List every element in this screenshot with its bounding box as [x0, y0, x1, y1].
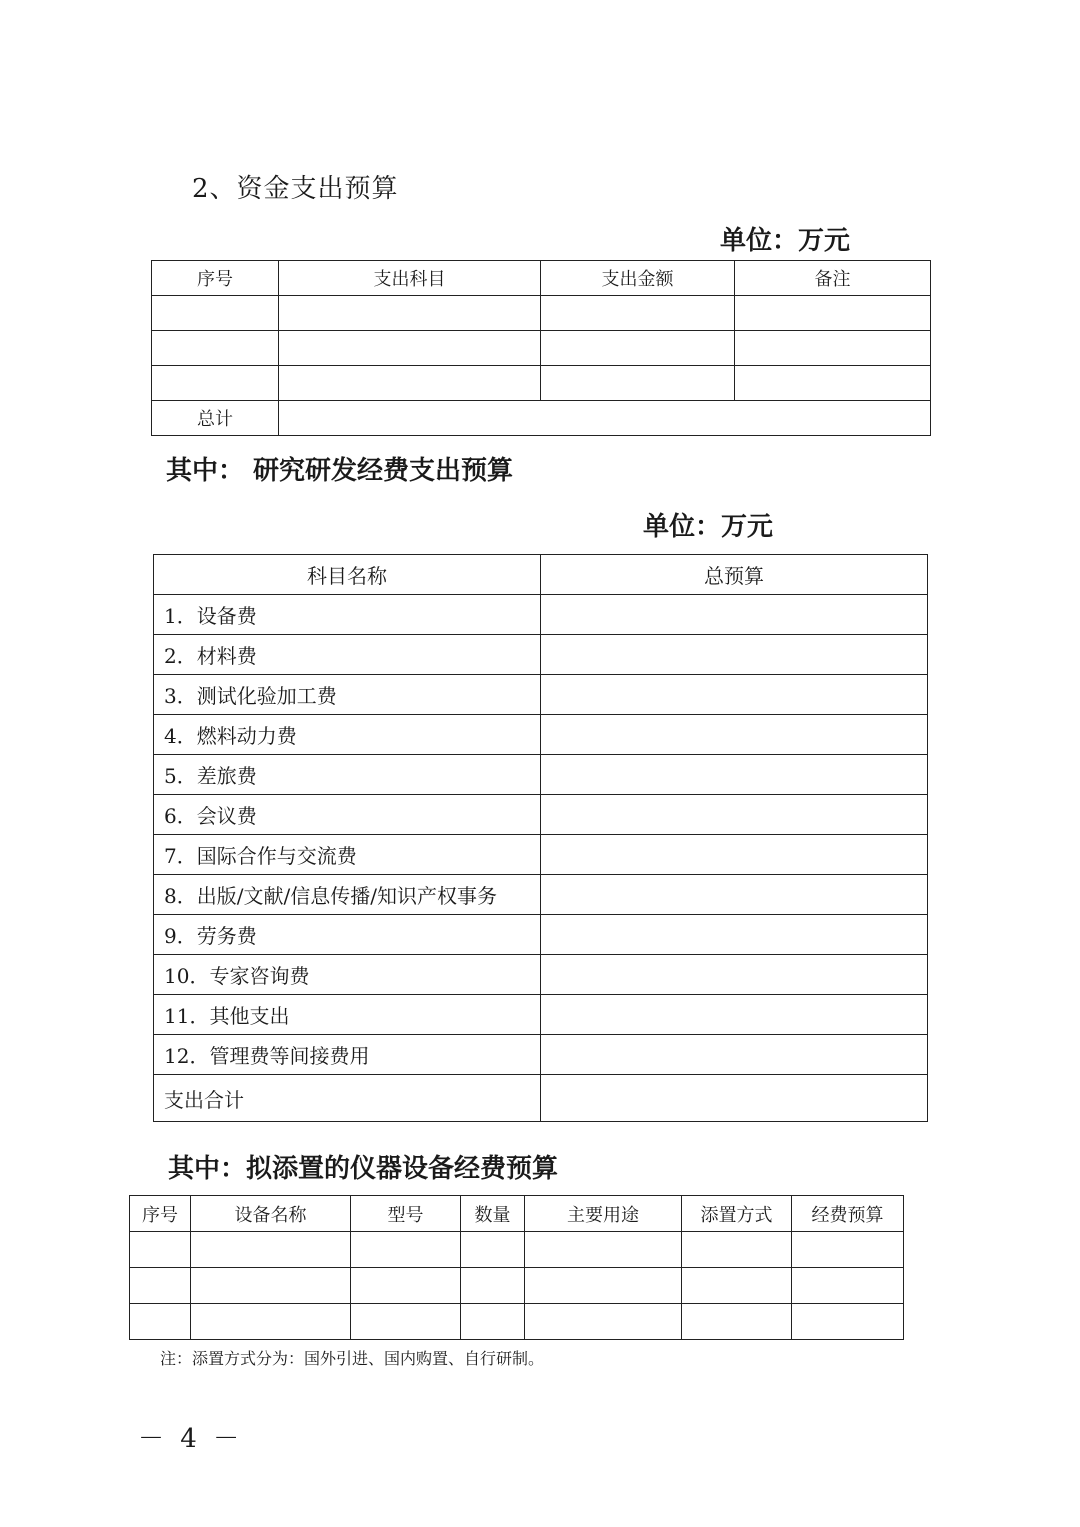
input-cell[interactable] — [792, 1232, 904, 1268]
input-cell[interactable] — [792, 1304, 904, 1340]
footnote: 注：添置方式分为：国外引进、国内购置、自行研制。 — [160, 1349, 545, 1368]
header-cell: 总预算 — [541, 555, 928, 595]
item-label: 5．差旅费 — [154, 755, 541, 795]
item-label: 7．国际合作与交流费 — [154, 835, 541, 875]
header-cell: 设备名称 — [191, 1196, 351, 1232]
input-cell[interactable] — [351, 1232, 461, 1268]
input-cell[interactable] — [152, 366, 279, 401]
table-row — [152, 296, 931, 331]
section1-heading: 2、资金支出预算 — [192, 174, 399, 204]
input-cell[interactable] — [541, 995, 928, 1035]
table-row — [154, 955, 928, 995]
input-cell[interactable] — [541, 795, 928, 835]
input-cell[interactable] — [541, 835, 928, 875]
input-cell[interactable] — [461, 1304, 525, 1340]
item-label: 9．劳务费 — [154, 915, 541, 955]
input-cell[interactable] — [541, 635, 928, 675]
expenditure-budget-table — [151, 260, 931, 436]
total-label: 支出合计 — [154, 1075, 541, 1122]
table-row — [154, 715, 928, 755]
input-cell[interactable] — [279, 296, 541, 331]
input-cell[interactable] — [152, 331, 279, 366]
total-value-cell[interactable] — [279, 401, 931, 436]
total-label: 总计 — [152, 401, 279, 436]
section2-unit-label: 单位：万元 — [643, 512, 774, 542]
input-cell[interactable] — [351, 1304, 461, 1340]
input-cell[interactable] — [541, 296, 735, 331]
input-cell[interactable] — [279, 331, 541, 366]
input-cell[interactable] — [541, 915, 928, 955]
input-cell[interactable] — [461, 1232, 525, 1268]
input-cell[interactable] — [682, 1268, 792, 1304]
table-row — [154, 875, 928, 915]
header-cell: 序号 — [152, 261, 279, 296]
table-row — [154, 675, 928, 715]
total-row — [152, 401, 931, 436]
table-row — [154, 995, 928, 1035]
input-cell[interactable] — [735, 366, 931, 401]
input-cell[interactable] — [130, 1304, 191, 1340]
total-row — [154, 1075, 928, 1122]
table-row — [152, 331, 931, 366]
input-cell[interactable] — [682, 1304, 792, 1340]
input-cell[interactable] — [461, 1268, 525, 1304]
input-cell[interactable] — [541, 675, 928, 715]
item-label: 3．测试化验加工费 — [154, 675, 541, 715]
table-row — [154, 915, 928, 955]
input-cell[interactable] — [525, 1304, 682, 1340]
table-row — [152, 366, 931, 401]
header-cell: 主要用途 — [525, 1196, 682, 1232]
section3-heading: 其中：拟添置的仪器设备经费预算 — [168, 1154, 559, 1184]
item-label: 10．专家咨询费 — [154, 955, 541, 995]
table-row — [130, 1268, 904, 1304]
research-budget-table — [153, 554, 928, 1122]
table-row — [154, 595, 928, 635]
input-cell[interactable] — [541, 595, 928, 635]
table-header-row — [130, 1196, 904, 1232]
table-row — [154, 795, 928, 835]
item-label: 6．会议费 — [154, 795, 541, 835]
header-cell: 经费预算 — [792, 1196, 904, 1232]
input-cell[interactable] — [525, 1232, 682, 1268]
header-cell: 备注 — [735, 261, 931, 296]
input-cell[interactable] — [541, 715, 928, 755]
input-cell[interactable] — [541, 755, 928, 795]
input-cell[interactable] — [541, 1075, 928, 1122]
input-cell[interactable] — [541, 955, 928, 995]
input-cell[interactable] — [541, 331, 735, 366]
input-cell[interactable] — [191, 1232, 351, 1268]
input-cell[interactable] — [130, 1232, 191, 1268]
input-cell[interactable] — [191, 1268, 351, 1304]
header-cell: 序号 — [130, 1196, 191, 1232]
section1-unit-label: 单位：万元 — [720, 226, 851, 256]
input-cell[interactable] — [191, 1304, 351, 1340]
input-cell[interactable] — [735, 296, 931, 331]
item-label: 2．材料费 — [154, 635, 541, 675]
header-cell: 支出科目 — [279, 261, 541, 296]
table-header-row — [152, 261, 931, 296]
input-cell[interactable] — [152, 296, 279, 331]
table-row — [154, 635, 928, 675]
input-cell[interactable] — [792, 1268, 904, 1304]
header-cell: 支出金额 — [541, 261, 735, 296]
item-label: 11．其他支出 — [154, 995, 541, 1035]
input-cell[interactable] — [351, 1268, 461, 1304]
input-cell[interactable] — [541, 1035, 928, 1075]
input-cell[interactable] — [525, 1268, 682, 1304]
table-row — [130, 1304, 904, 1340]
input-cell[interactable] — [682, 1232, 792, 1268]
input-cell[interactable] — [735, 331, 931, 366]
table-row — [154, 835, 928, 875]
equipment-budget-table — [129, 1195, 904, 1340]
section2-heading: 其中： 研究研发经费支出预算 — [166, 456, 514, 486]
input-cell[interactable] — [541, 875, 928, 915]
input-cell[interactable] — [279, 366, 541, 401]
header-cell: 添置方式 — [682, 1196, 792, 1232]
header-cell: 科目名称 — [154, 555, 541, 595]
item-label: 12．管理费等间接费用 — [154, 1035, 541, 1075]
header-cell: 数量 — [461, 1196, 525, 1232]
table-row — [154, 1035, 928, 1075]
header-cell: 型号 — [351, 1196, 461, 1232]
item-label: 1．设备费 — [154, 595, 541, 635]
input-cell[interactable] — [541, 366, 735, 401]
input-cell[interactable] — [130, 1268, 191, 1304]
item-label: 4．燃料动力费 — [154, 715, 541, 755]
page-number: － 4 － — [138, 1424, 244, 1454]
table-row — [130, 1232, 904, 1268]
item-label: 8．出版/文献/信息传播/知识产权事务 — [154, 875, 541, 915]
table-header-row — [154, 555, 928, 595]
table-row — [154, 755, 928, 795]
